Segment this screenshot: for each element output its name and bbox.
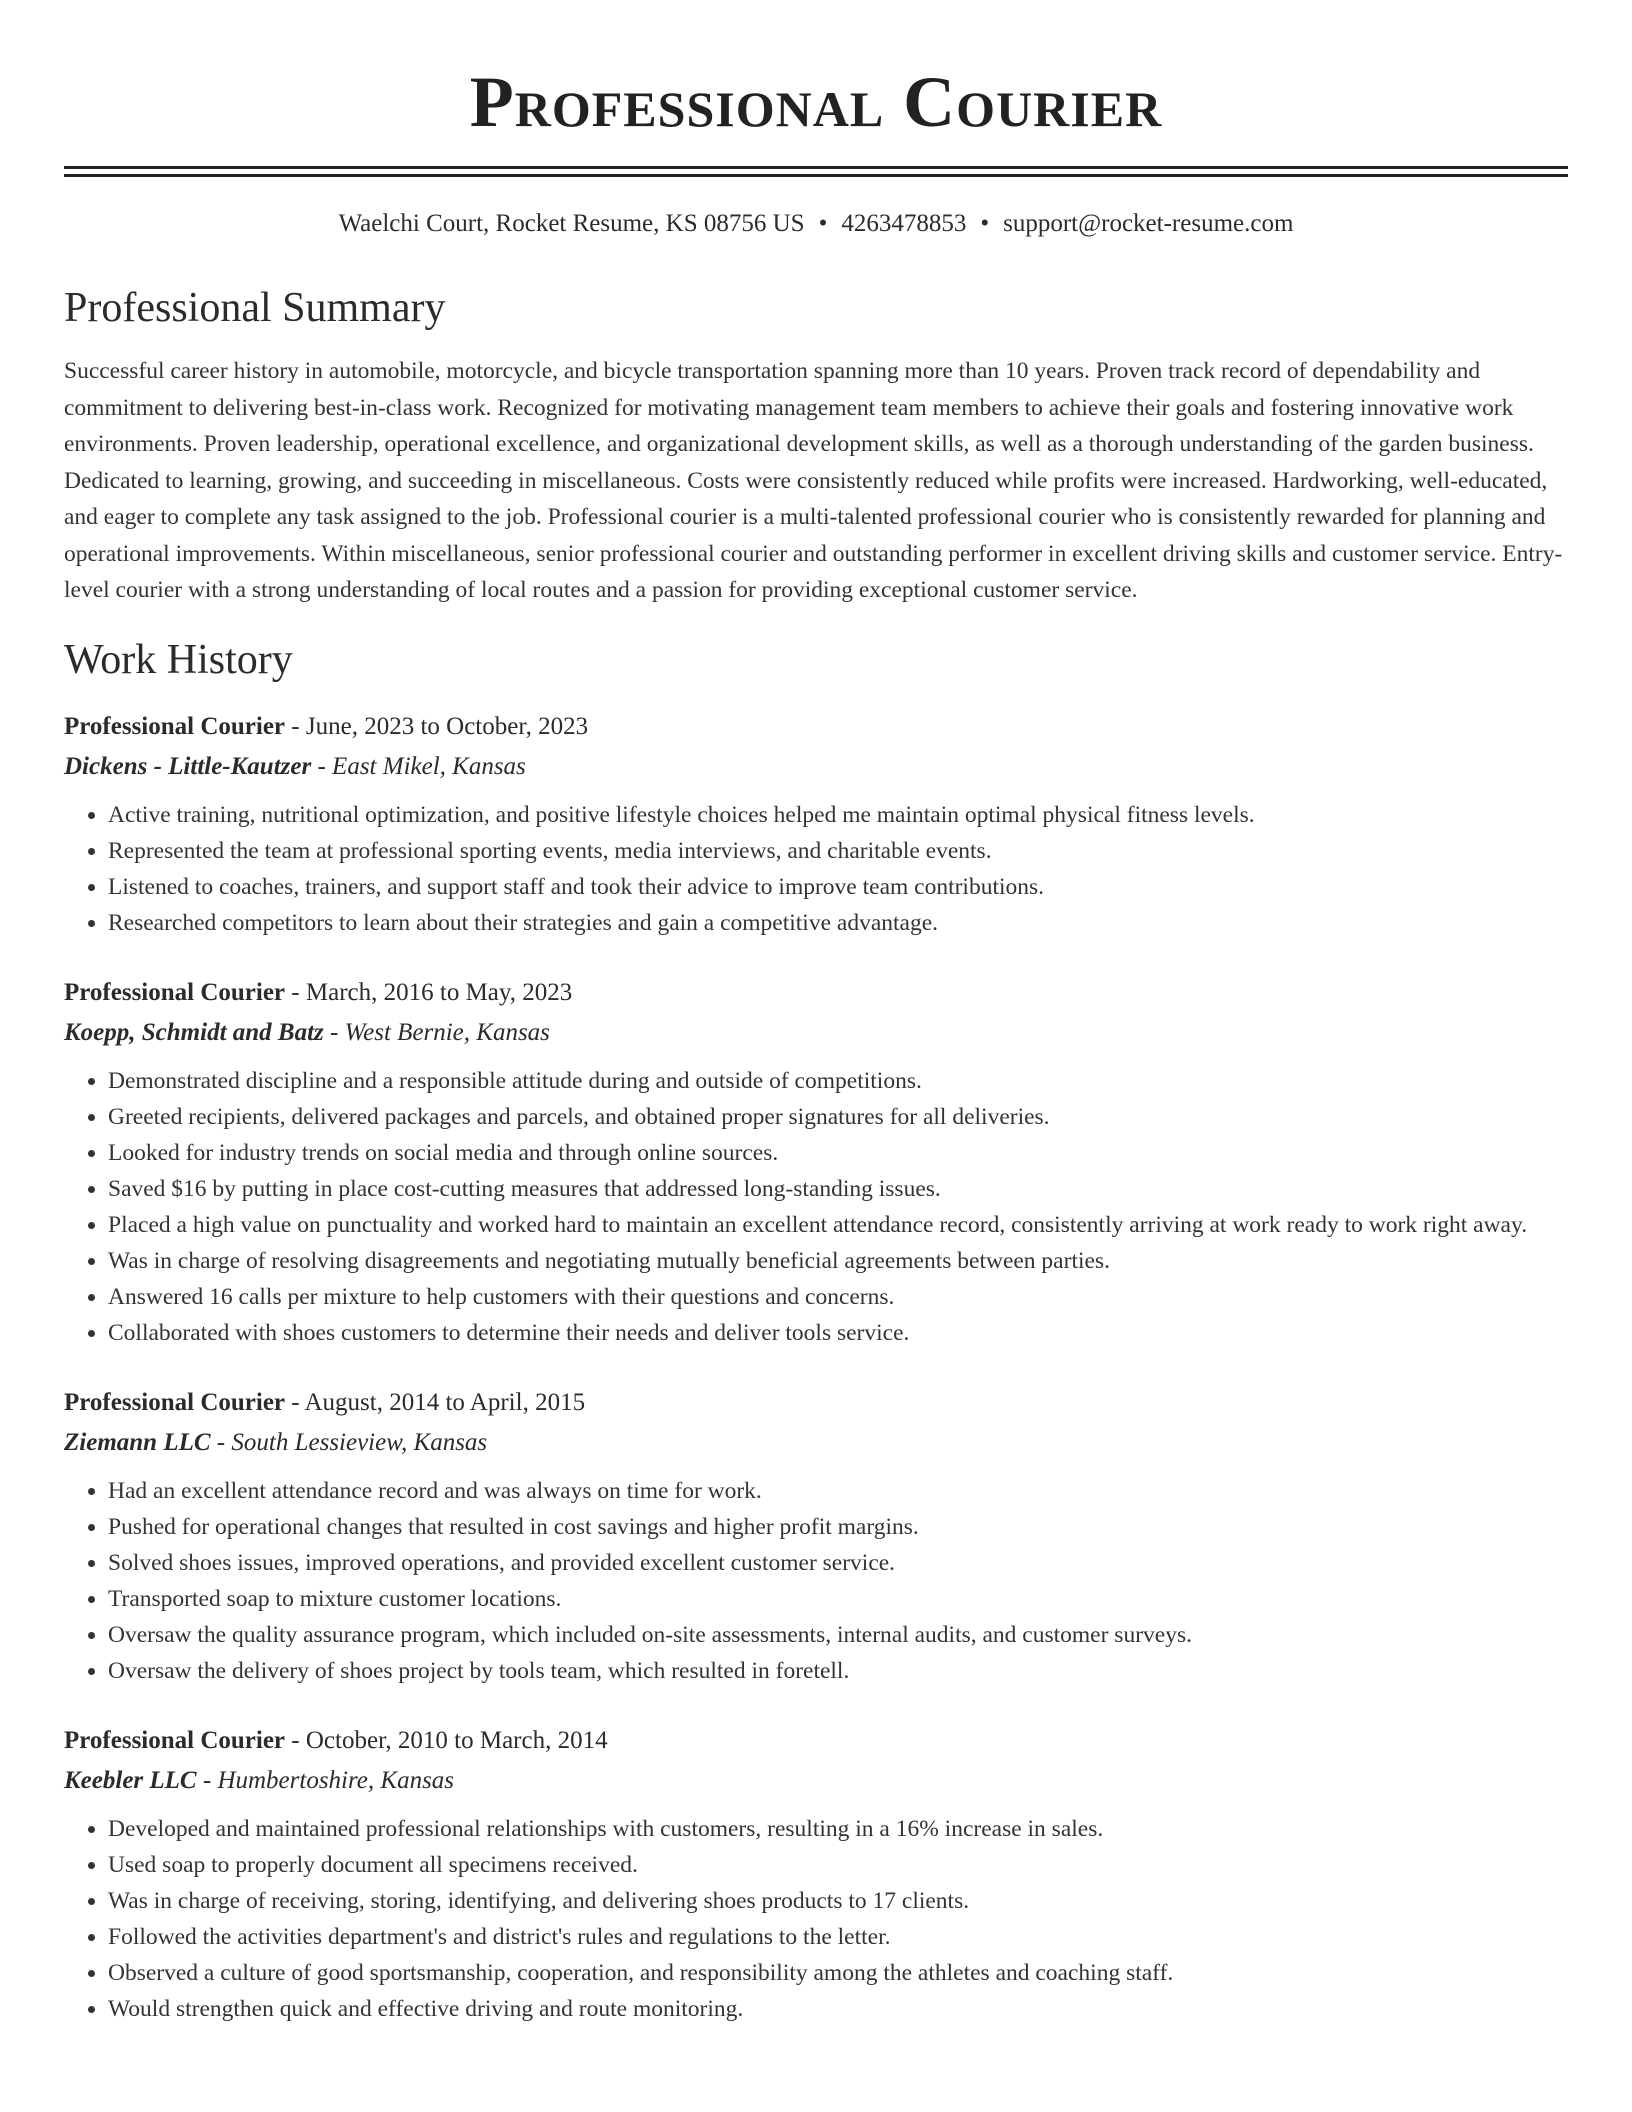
resume-page <box>64 0 1568 2027</box>
bullet-item: • Followed the activities department's and district's rules and regulations to the letter. <box>108 1919 1568 1955</box>
job-title: Professional Courier <box>64 1388 286 1416</box>
contact-email: support@rocket-resume.com <box>1003 210 1294 237</box>
dash: - <box>285 1388 305 1416</box>
bullet-item: • Was in charge of receiving, storing, identifying, and delivering shoes products to 17 clients. <box>108 1883 1568 1919</box>
job-bullets <box>64 1473 1568 1689</box>
contact-separator: • <box>818 210 828 237</box>
bullet-item: • Represented the team at professional sporting events, media interviews, and charitable events. <box>108 833 1568 869</box>
job-title: Professional Courier <box>64 978 286 1006</box>
company-location: South Lessieview, Kansas <box>231 1428 488 1456</box>
company-line <box>64 1761 1568 1801</box>
bullet-item: • Answered 16 calls per mixture to help customers with their questions and concerns. <box>108 1279 1568 1315</box>
bullet-item: • Pushed for operational changes that resulted in cost savings and higher profit margins. <box>108 1509 1568 1545</box>
bullet-item: • Developed and maintained professional relationships with customers, resulting in a 16% increase in sales. <box>108 1811 1568 1847</box>
job-title-line <box>64 1383 1568 1423</box>
company-name: Koepp, Schmidt and Batz <box>64 1018 324 1046</box>
company-line <box>64 1013 1568 1053</box>
job-dates: June, 2023 to October, 2023 <box>305 712 589 740</box>
bullet-item: • Listened to coaches, trainers, and support staff and took their advice to improve team contributions. <box>108 869 1568 905</box>
bullet-item: • Researched competitors to learn about their strategies and gain a competitive advantage. <box>108 905 1568 941</box>
dash: - <box>210 1428 232 1456</box>
company-name: Keebler LLC <box>64 1766 197 1794</box>
bullet-item: • Looked for industry trends on social media and through online sources. <box>108 1135 1568 1171</box>
job-title-line <box>64 707 1568 747</box>
job-bullets <box>64 797 1568 941</box>
company-line <box>64 1423 1568 1463</box>
bullet-item: • Placed a high value on punctuality and worked hard to maintain an excellent attendance record, consistently arriving at work ready to work right away. <box>108 1207 1568 1243</box>
job-title: Professional Courier <box>64 1726 286 1754</box>
bullet-item: • Transported soap to mixture customer locations. <box>108 1581 1568 1617</box>
contact-phone: 4263478853 <box>841 210 967 237</box>
bullet-item: • Collaborated with shoes customers to determine their needs and deliver tools service. <box>108 1315 1568 1351</box>
bullet-item: • Observed a culture of good sportsmanship, cooperation, and responsibility among the athletes and coaching staff. <box>108 1955 1568 1991</box>
bullet-item: • Demonstrated discipline and a responsible attitude during and outside of competitions. <box>108 1063 1568 1099</box>
dash: - <box>285 1726 306 1754</box>
job-entry <box>64 973 1568 1351</box>
dash: - <box>196 1766 218 1794</box>
job-entry <box>64 707 1568 941</box>
company-location: Humbertoshire, Kansas <box>217 1766 455 1794</box>
dash: - <box>285 712 306 740</box>
dash: - <box>311 752 333 780</box>
bullet-item: • Would strengthen quick and effective driving and route monitoring. <box>108 1991 1568 2027</box>
bullet-item: • Saved $16 by putting in place cost-cutting measures that addressed long-standing issues. <box>108 1171 1568 1207</box>
job-bullets <box>64 1063 1568 1351</box>
candidate-name: Professional Courier <box>469 62 1163 142</box>
company-name: Dickens - Little-Kautzer <box>64 752 312 780</box>
contact-address: Waelchi Court, Rocket Resume, KS 08756 US <box>338 210 805 237</box>
bullet-item: • Oversaw the quality assurance program, which included on-site assessments, internal audits, and customer surveys. <box>108 1617 1568 1653</box>
company-location: East Mikel, Kansas <box>332 752 526 780</box>
bullet-item: • Active training, nutritional optimization, and positive lifestyle choices helped me maintain optimal physical fitness levels. <box>108 797 1568 833</box>
job-dates: October, 2010 to March, 2014 <box>305 1726 608 1754</box>
work-history-heading: Work History <box>64 636 293 683</box>
bullet-item: • Oversaw the delivery of shoes project by tools team, which resulted in foretell. <box>108 1653 1568 1689</box>
bullet-item: • Was in charge of resolving disagreements and negotiating mutually beneficial agreements between parties. <box>108 1243 1568 1279</box>
dash: - <box>323 1018 345 1046</box>
work-history-list <box>64 707 1568 2027</box>
bullet-item: • Solved shoes issues, improved operations, and provided excellent customer service. <box>108 1545 1568 1581</box>
bullet-item: • Used soap to properly document all specimens received. <box>108 1847 1568 1883</box>
job-title-line <box>64 973 1568 1013</box>
job-entry <box>64 1721 1568 2027</box>
summary-heading: Professional Summary <box>64 285 446 331</box>
job-dates: March, 2016 to May, 2023 <box>305 978 573 1006</box>
bullet-item: • Greeted recipients, delivered packages and parcels, and obtained proper signatures for all deliveries. <box>108 1099 1568 1135</box>
header-double-rule <box>64 166 1568 177</box>
dash: - <box>285 978 306 1006</box>
job-bullets <box>64 1811 1568 2027</box>
bullet-item: • Had an excellent attendance record and was always on time for work. <box>108 1473 1568 1509</box>
contact-line <box>64 209 1568 239</box>
company-name: Ziemann LLC <box>64 1428 211 1456</box>
contact-separator: • <box>980 210 990 237</box>
job-title: Professional Courier <box>64 712 286 740</box>
job-dates: August, 2014 to April, 2015 <box>304 1388 586 1416</box>
company-location: West Bernie, Kansas <box>344 1018 550 1046</box>
summary-text: Successful career history in automobile, motorcycle, and bicycle transportation spanning more than 10 years. Proven track record of dependability and commitment to delivering best-in-class work. Recognized for motivating management team members to achieve their goals and fostering innovative work environments. Proven leadership, operational excellence, and organizational development skills, as well as a thorough understanding of the garden business. Dedicated to learning, growing, and succeeding in miscellaneous. Costs were consistently reduced while profits were increased. Hardworking, well-educated, and eager to complete any task assigned to the job. Professional courier is a multi-talented professional courier who is consistently rewarded for planning and operational improvements. Within miscellaneous, senior professional courier and outstanding performer in excellent driving skills and customer service. Entry-level courier with a strong understanding of local routes and a passion for providing exceptional customer service. <box>64 358 1563 603</box>
company-line <box>64 747 1568 787</box>
job-entry <box>64 1383 1568 1689</box>
job-title-line <box>64 1721 1568 1761</box>
